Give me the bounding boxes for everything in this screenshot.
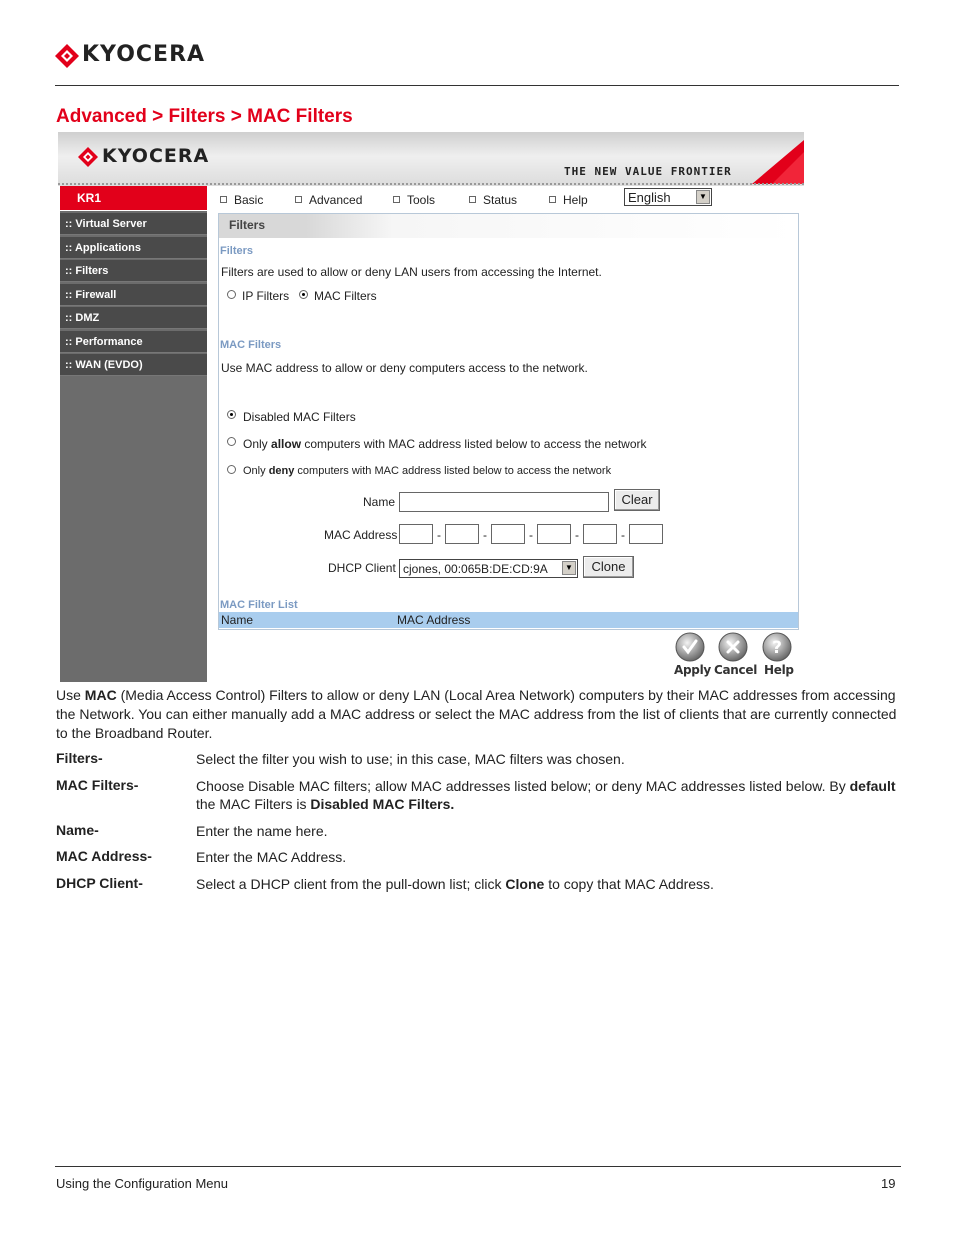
mac-filters-radio[interactable]: [299, 290, 308, 299]
cancel-button[interactable]: [713, 632, 758, 682]
sidebar-item-filters[interactable]: :: Filters: [60, 260, 207, 282]
mac-address-label: MAC Address: [324, 528, 398, 542]
term-name: Name-: [56, 822, 99, 838]
tab-bar: [219, 214, 798, 238]
kyocera-logo-icon: [55, 44, 79, 68]
header-divider: [55, 85, 899, 86]
term-dhcp-client: DHCP Client-: [56, 875, 143, 891]
mac-filters-label: MAC Filters: [314, 289, 377, 303]
term-mac-filters: MAC Filters-: [56, 777, 139, 793]
sidebar-item-wan-evdo[interactable]: :: WAN (EVDO): [60, 354, 207, 376]
help-button[interactable]: [761, 632, 795, 682]
clone-button[interactable]: Clone: [583, 556, 634, 578]
page-number: 19: [881, 1176, 896, 1191]
filters-description: Filters are used to allow or deny LAN users from accessing the Internet.: [221, 265, 602, 279]
dhcp-client-select[interactable]: [399, 559, 578, 578]
nav-help-label: Help: [563, 193, 588, 207]
mac-separator: -: [437, 528, 441, 542]
apply-button[interactable]: [673, 632, 711, 682]
chevron-down-icon: ▼: [562, 561, 576, 575]
language-select[interactable]: [624, 188, 712, 206]
apply-label: Apply: [674, 663, 711, 677]
mac-separator: -: [529, 528, 533, 542]
kyocera-logo-text: KYOCERA: [82, 42, 206, 67]
list-column-mac-address: MAC Address: [397, 613, 471, 627]
nav-advanced-label: Advanced: [309, 193, 363, 207]
mac-filter-list-title: MAC Filter List: [220, 599, 298, 611]
footer-chapter-title: Using the Configuration Menu: [56, 1176, 228, 1191]
device-label: KR1: [60, 186, 207, 210]
mac-filter-list-header: [219, 612, 798, 628]
mac-octet-6-input[interactable]: [629, 524, 663, 544]
desc-mac-filters: Choose Disable MAC filters; allow MAC addresses listed below; or deny MAC addresses listed below. By default the MAC Filters is Disabled MAC Filters.: [196, 778, 896, 812]
nav-advanced[interactable]: [295, 193, 362, 207]
intro-paragraph: Use MAC (Media Access Control) Filters to allow or deny LAN (Local Area Network) computers by their MAC addresses from accessing the Network. You can either manually add a MAC address or select the MAC address from the list of clients that are currently connected to the Broadband Router.: [56, 687, 897, 741]
mac-description: Use MAC address to allow or deny computers access to the network.: [221, 361, 588, 375]
sidebar-item-virtual-server[interactable]: :: Virtual Server: [60, 213, 207, 235]
name-label: Name: [363, 495, 396, 509]
sidebar-item-firewall[interactable]: :: Firewall: [60, 284, 207, 306]
desc-filters: Select the filter you wish to use; in this case, MAC filters was chosen.: [196, 751, 625, 767]
nav-bullet-icon: [220, 196, 227, 203]
ip-filters-label: IP Filters: [242, 289, 290, 303]
disabled-mac-label: Disabled MAC Filters: [243, 410, 356, 424]
deny-mac-label: Only deny computers with MAC address listed below to access the network: [243, 465, 612, 477]
clear-button[interactable]: Clear: [614, 489, 660, 511]
mac-separator: -: [575, 528, 579, 542]
nav-bullet-icon: [295, 196, 302, 203]
nav-basic-label: Basic: [234, 193, 264, 207]
svg-text:?: ?: [772, 638, 782, 658]
mac-octet-3-input[interactable]: [491, 524, 525, 544]
footer-divider: [55, 1166, 901, 1167]
banner-corner-swoosh: [748, 132, 804, 186]
term-filters: Filters-: [56, 750, 103, 766]
dhcp-client-value: cjones, 00:065B:DE:CD:9A: [403, 562, 548, 576]
mac-octet-2-input[interactable]: [445, 524, 479, 544]
nav-help[interactable]: [549, 193, 588, 207]
mac-section-title: MAC Filters: [220, 339, 282, 351]
nav-bullet-icon: [469, 196, 476, 203]
nav-bullet-icon: [549, 196, 556, 203]
ip-filters-radio[interactable]: [227, 290, 236, 299]
desc-mac-address: Enter the MAC Address.: [196, 849, 347, 865]
sidebar-item-applications[interactable]: :: Applications: [60, 237, 207, 259]
router-logo-icon: [78, 147, 98, 167]
check-icon: [675, 632, 705, 662]
x-icon: [718, 632, 748, 662]
section-heading: Advanced > Filters > MAC Filters: [56, 106, 353, 127]
nav-status[interactable]: [469, 193, 517, 207]
router-ui-screenshot: [58, 132, 804, 682]
router-sidebar: [60, 211, 207, 682]
desc-dhcp-client: Select a DHCP client from the pull-down list; click Clone to copy that MAC Address.: [196, 876, 714, 892]
desc-name: Enter the name here.: [196, 823, 328, 839]
nav-basic[interactable]: [220, 193, 263, 207]
router-tagline: THE NEW VALUE FRONTIER: [564, 165, 732, 178]
chevron-down-icon: ▼: [696, 190, 710, 204]
question-icon: [762, 632, 792, 662]
help-label: Help: [764, 663, 794, 677]
mac-octet-1-input[interactable]: [399, 524, 433, 544]
cancel-label: Cancel: [714, 663, 758, 677]
allow-mac-radio[interactable]: [227, 437, 236, 446]
banner-dotted-line: [58, 183, 804, 185]
term-mac-address: MAC Address-: [56, 848, 152, 864]
tab-filters[interactable]: Filters: [229, 218, 266, 232]
language-value: English: [628, 190, 671, 205]
mac-octet-5-input[interactable]: [583, 524, 617, 544]
deny-mac-radio[interactable]: [227, 465, 236, 474]
list-column-name: Name: [221, 613, 254, 627]
allow-mac-label: Only allow computers with MAC address listed below to access the network: [243, 437, 647, 451]
name-input[interactable]: [399, 492, 609, 512]
router-logo-text: KYOCERA: [102, 145, 210, 167]
mac-octet-4-input[interactable]: [537, 524, 571, 544]
filters-section-title: Filters: [220, 245, 254, 257]
nav-bullet-icon: [393, 196, 400, 203]
mac-separator: -: [621, 528, 625, 542]
mac-separator: -: [483, 528, 487, 542]
sidebar-item-dmz[interactable]: :: DMZ: [60, 307, 207, 329]
nav-status-label: Status: [483, 193, 518, 207]
dhcp-client-label: DHCP Client: [328, 561, 396, 575]
nav-tools[interactable]: [393, 193, 435, 207]
disabled-mac-radio[interactable]: [227, 410, 236, 419]
nav-tools-label: Tools: [407, 193, 436, 207]
sidebar-item-performance[interactable]: :: Performance: [60, 331, 207, 353]
